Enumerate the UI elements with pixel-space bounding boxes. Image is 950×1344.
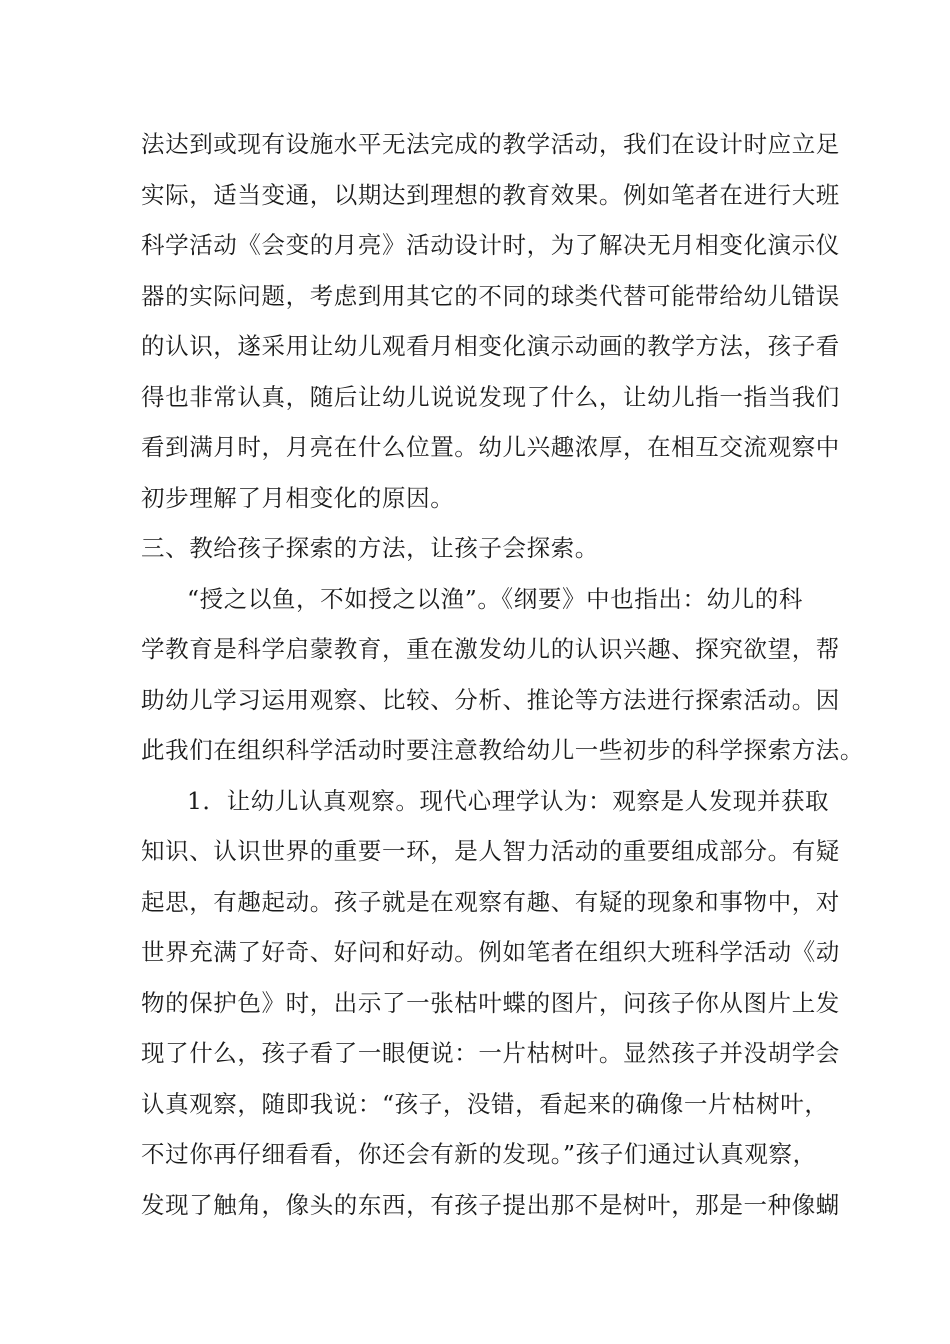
paragraph-line: 不过你再仔细看看，你还会有新的发现。”孩子们通过认真观察， [141,1140,817,1168]
paragraph-line: 看到满月时，月亮在什么位置。幼儿兴趣浓厚，在相互交流观察中 [141,433,840,461]
paragraph-line: 世界充满了好奇、好问和好动。例如笔者在组织大班科学活动《动 [141,938,840,966]
document-body [141,119,864,1230]
paragraph-line: 认真观察，随即我说：“孩子，没错，看起来的确像一片枯树叶， [141,1089,829,1118]
paragraph-line: 实际，适当变通，以期达到理想的教育效果。例如笔者在进行大班 [141,180,840,209]
paragraph-line: 物的保护色》时，出示了一张枯叶蝶的图片，问孩子你从图片上发 [141,988,840,1017]
paragraph-line: 知识、认识世界的重要一环，是人智力活动的重要组成部分。有疑 [141,837,840,865]
paragraph-line: 发现了触角，像头的东西，有孩子提出那不是树叶，那是一种像蝴 [141,1190,840,1219]
paragraph-line: 的认识，遂采用让幼儿观看月相变化演示动画的教学方法，孩子看 [141,332,840,360]
paragraph-line: 现了什么，孩子看了一眼便说：一片枯树叶。显然孩子并没胡学会 [141,1039,840,1067]
paragraph-line: “授之以鱼，不如授之以渔”。《纲要》中也指出：幼儿的科 [187,584,803,613]
paragraph-line: 学教育是科学启蒙教育，重在激发幼儿的认识兴趣、探究欲望，帮 [141,635,840,663]
paragraph-line: 法达到或现有设施水平无法完成的教学活动，我们在设计时应立足 [141,130,840,158]
numbered-item-line: 1．让幼儿认真观察。现代心理学认为：观察是人发现并获取 [187,786,830,815]
paragraph-line: 得也非常认真，随后让幼儿说说发现了什么，让幼儿指一指当我们 [141,382,840,411]
paragraph-line: 初步理解了月相变化的原因。 [141,483,455,512]
paragraph-line: 器的实际问题，考虑到用其它的不同的球类代替可能带给幼儿错误 [141,281,840,310]
paragraph-line: 此我们在组织科学活动时要注意教给幼儿一些初步的科学探索方法。 [141,736,864,764]
paragraph-line: 起思，有趣起动。孩子就是在观察有趣、有疑的现象和事物中，对 [141,887,840,916]
section-heading: 三、教给孩子探索的方法，让孩子会探索。 [141,534,599,562]
paragraph-line: 助幼儿学习运用观察、比较、分析、推论等方法进行探索活动。因 [141,685,840,714]
paragraph-line: 科学活动《会变的月亮》活动设计时，为了解决无月相变化演示仪 [141,231,840,259]
